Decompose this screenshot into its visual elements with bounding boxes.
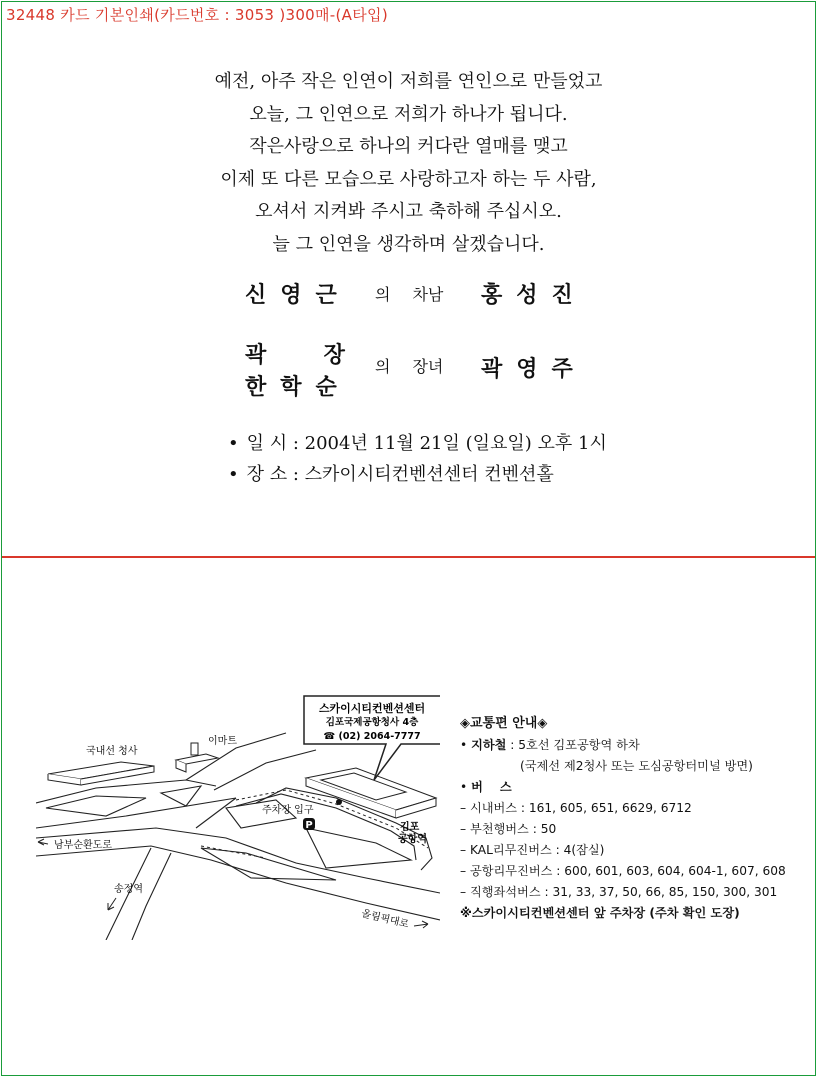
groom-relation: [375, 282, 443, 305]
bus-item: – KAL리무진버스 : 4(잠실): [460, 843, 605, 857]
bride-mother-name: 한학순: [245, 374, 351, 400]
print-header: 32448 카드 기본인쇄(카드번호 : 3053 )300매-(A타입): [6, 6, 388, 24]
map-label-domestic: 국내선 청사: [86, 746, 138, 757]
bus-item: – 직행좌석버스 : 31, 33, 37, 50, 66, 85, 150, 300, 301: [460, 885, 778, 899]
parking-note: ※스카이시티컨벤션센터 앞 주차장 (주차 확인 도장): [460, 906, 740, 920]
map-label-olympic: 올림픽대로: [360, 908, 410, 931]
map-road: [214, 750, 316, 790]
place-label: 장 소 :: [246, 464, 299, 485]
map-road: [36, 846, 440, 920]
bus-label: 버 스: [471, 780, 512, 794]
callout-phone: ☎ (02) 2064-7777: [323, 731, 421, 742]
subway-note: (국제선 제2청사 또는 도심공항터미널 방면): [520, 759, 753, 773]
date-value: 2004년 11월 21일 (일요일) 오후 1시: [304, 433, 607, 454]
map-label-station-2: 공항역: [398, 834, 427, 845]
bride-relation: [375, 354, 443, 377]
relation-word: 장녀: [412, 357, 444, 376]
bus-item: – 공항리무진버스 : 600, 601, 603, 604, 604-1, 607, 608: [460, 864, 786, 878]
transport-title: ◈교통편 안내◈: [460, 716, 548, 731]
poem-line: 오늘, 그 인연으로 저희가 하나가 됩니다.: [249, 103, 568, 125]
location-map: [36, 688, 440, 940]
map-label-songjeong: 송정역: [114, 884, 143, 895]
callout-sub: 김포국제공항청사 4층: [325, 717, 419, 728]
place-value: 스카이시티컨벤션센터 컨벤션홀: [304, 464, 554, 485]
poem-line: 작은사랑으로 하나의 커다란 열매를 맺고: [249, 136, 568, 157]
map-label-station-1: 김포: [400, 822, 420, 833]
relation-word: 차남: [412, 285, 444, 304]
bus-item: – 부천행버스 : 50: [460, 822, 557, 836]
invitation-poem: [0, 66, 817, 261]
parking-sign: P: [305, 820, 313, 831]
map-road: [36, 780, 216, 803]
map-label-emart: 이마트: [208, 736, 237, 747]
subway-label: 지하철: [471, 738, 507, 752]
subway-row: [460, 735, 786, 756]
poem-line: 늘 그 인연을 생각하며 살겠습니다.: [272, 233, 545, 255]
bride-name: 곽영주: [481, 356, 587, 382]
bus-row: [460, 777, 786, 798]
groom-name: 홍성진: [481, 282, 587, 308]
map-label-nambu: 남부순환도로: [54, 840, 112, 851]
subway-value: : 5호선 김포공항역 하차: [510, 738, 640, 752]
fold-divider: [2, 556, 815, 558]
map-label-parking: 주차장 입구: [262, 805, 314, 816]
event-date: [228, 429, 607, 455]
bus-item: – 시내버스 : 161, 605, 651, 6629, 6712: [460, 801, 692, 815]
transport-guide: [460, 713, 786, 924]
bullet-icon: •: [228, 464, 239, 485]
date-label: 일 시 :: [246, 433, 299, 454]
callout-title: 스카이시티컨벤션센터: [318, 702, 426, 715]
relation-particle: 의: [375, 285, 391, 304]
bullet-icon: •: [460, 738, 472, 752]
event-place: [228, 460, 554, 486]
map-block: [46, 796, 146, 816]
poem-line: 오셔서 지켜봐 주시고 축하해 주십시오.: [255, 201, 562, 222]
relation-particle: 의: [375, 357, 391, 376]
map-road: [36, 828, 440, 893]
map-road: [132, 853, 171, 940]
poem-line: 이제 또 다른 모습으로 사랑하고자 하는 두 사람,: [220, 168, 597, 190]
bullet-icon: •: [460, 780, 472, 794]
bride-father-name: 곽 장: [245, 342, 359, 368]
map-block: [161, 786, 201, 806]
groom-father-name: 신영근: [245, 282, 351, 308]
bullet-icon: •: [228, 433, 239, 454]
poem-line: 예전, 아주 작은 인연이 저희를 연인으로 만들었고: [214, 71, 603, 92]
